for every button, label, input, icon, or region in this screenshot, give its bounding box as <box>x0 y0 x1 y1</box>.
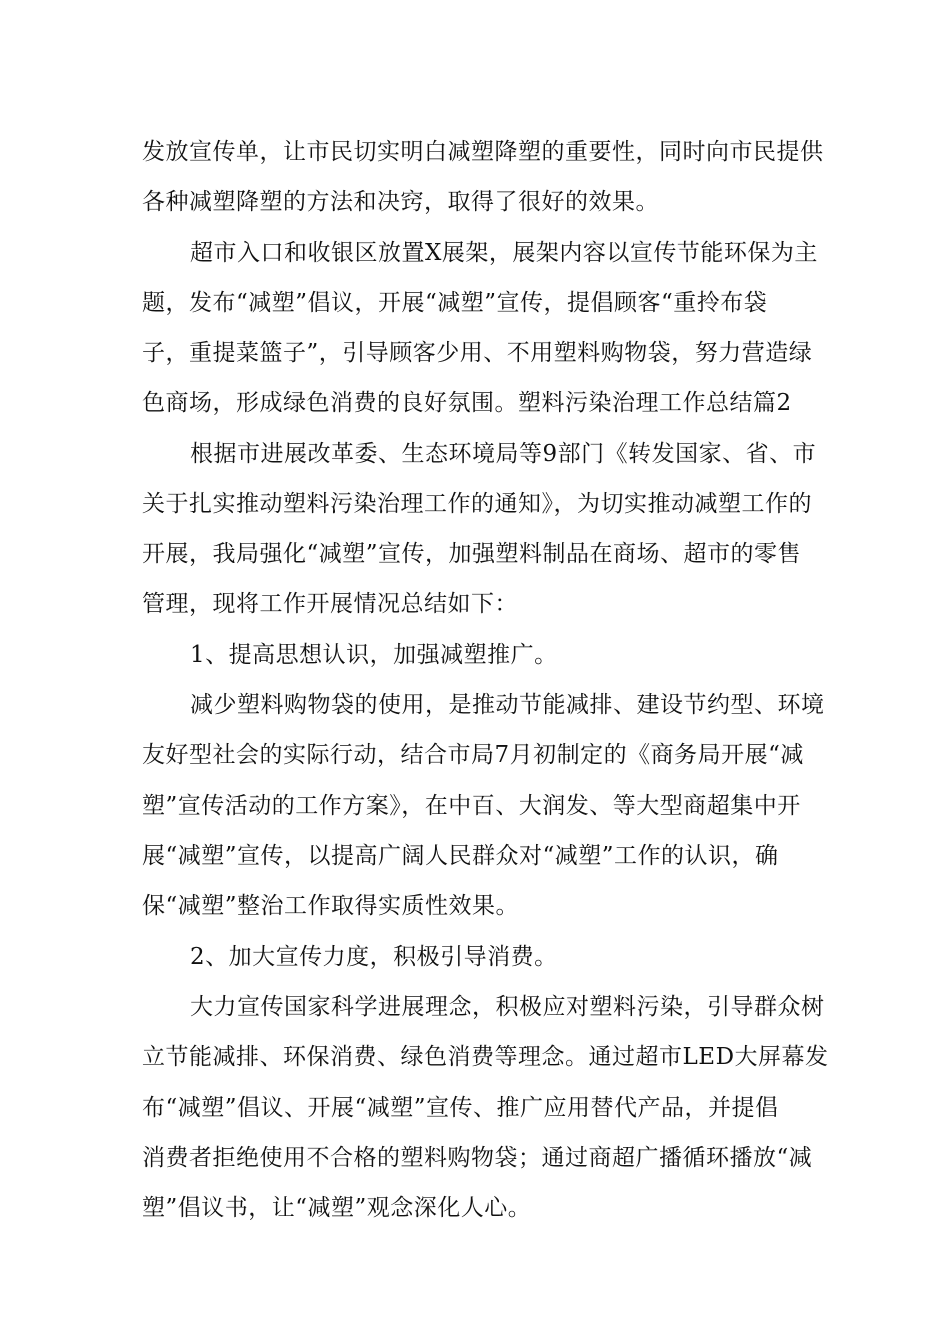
text-line: 管理，现将工作开展情况总结如下： <box>142 591 518 617</box>
text-line: 关于扎实推动塑料污染治理工作的通知》，为切实推动减塑工作的 <box>142 491 812 517</box>
section-heading: 1、提高思想认识，加强减塑推广。 <box>190 642 558 668</box>
text-line: 塑”宣传活动的工作方案》，在中百、大润发、等大型商超集中开 <box>142 793 801 819</box>
text-line: 子，重提菜篮子”，引导顾客少用、不用塑料购物袋，努力营造绿 <box>142 340 813 366</box>
paragraph-first-line: 减少塑料购物袋的使用，是推动节能减排、建设节约型、环境 <box>190 692 825 718</box>
text-line: 塑”倡议书，让“减塑”观念深化人心。 <box>142 1195 532 1221</box>
text-line: 色商场，形成绿色消费的良好氛围。塑料污染治理工作总结篇2 <box>142 390 792 416</box>
paragraph-first-line: 根据市进展改革委、生态环境局等9部门《转发国家、省、市 <box>190 441 817 467</box>
text-line: 题，发布“减塑”倡议，开展“减塑”宣传，提倡顾客“重拎布袋 <box>142 290 768 316</box>
text-line: 发放宣传单，让市民切实明白减塑降塑的重要性，同时向市民提供 <box>142 139 824 165</box>
text-line: 消费者拒绝使用不合格的塑料购物袋；通过商超广播循环播放“减 <box>142 1145 813 1171</box>
text-line: 布“减塑”倡议、开展“减塑”宣传、推广应用替代产品，并提倡 <box>142 1095 779 1121</box>
text-line: 各种减塑降塑的方法和决窍，取得了很好的效果。 <box>142 189 659 215</box>
text-line: 开展，我局强化“减塑”宣传，加强塑料制品在商场、超市的零售 <box>142 541 802 567</box>
section-heading: 2、加大宣传力度，积极引导消费。 <box>190 944 558 970</box>
paragraph-first-line: 大力宣传国家科学进展理念，积极应对塑料污染，引导群众树 <box>190 994 825 1020</box>
text-line: 立节能减排、环保消费、绿色消费等理念。通过超市LED大屏幕发 <box>142 1044 829 1070</box>
paragraph-first-line: 超市入口和收银区放置X展架，展架内容以宣传节能环保为主 <box>190 240 818 266</box>
text-line: 友好型社会的实际行动，结合市局7月初制定的《商务局开展“减 <box>142 742 804 768</box>
text-line: 展“减塑”宣传，以提高广阔人民群众对“减塑”工作的认识，确 <box>142 843 779 869</box>
text-line: 保“减塑”整治工作取得实质性效果。 <box>142 893 520 919</box>
